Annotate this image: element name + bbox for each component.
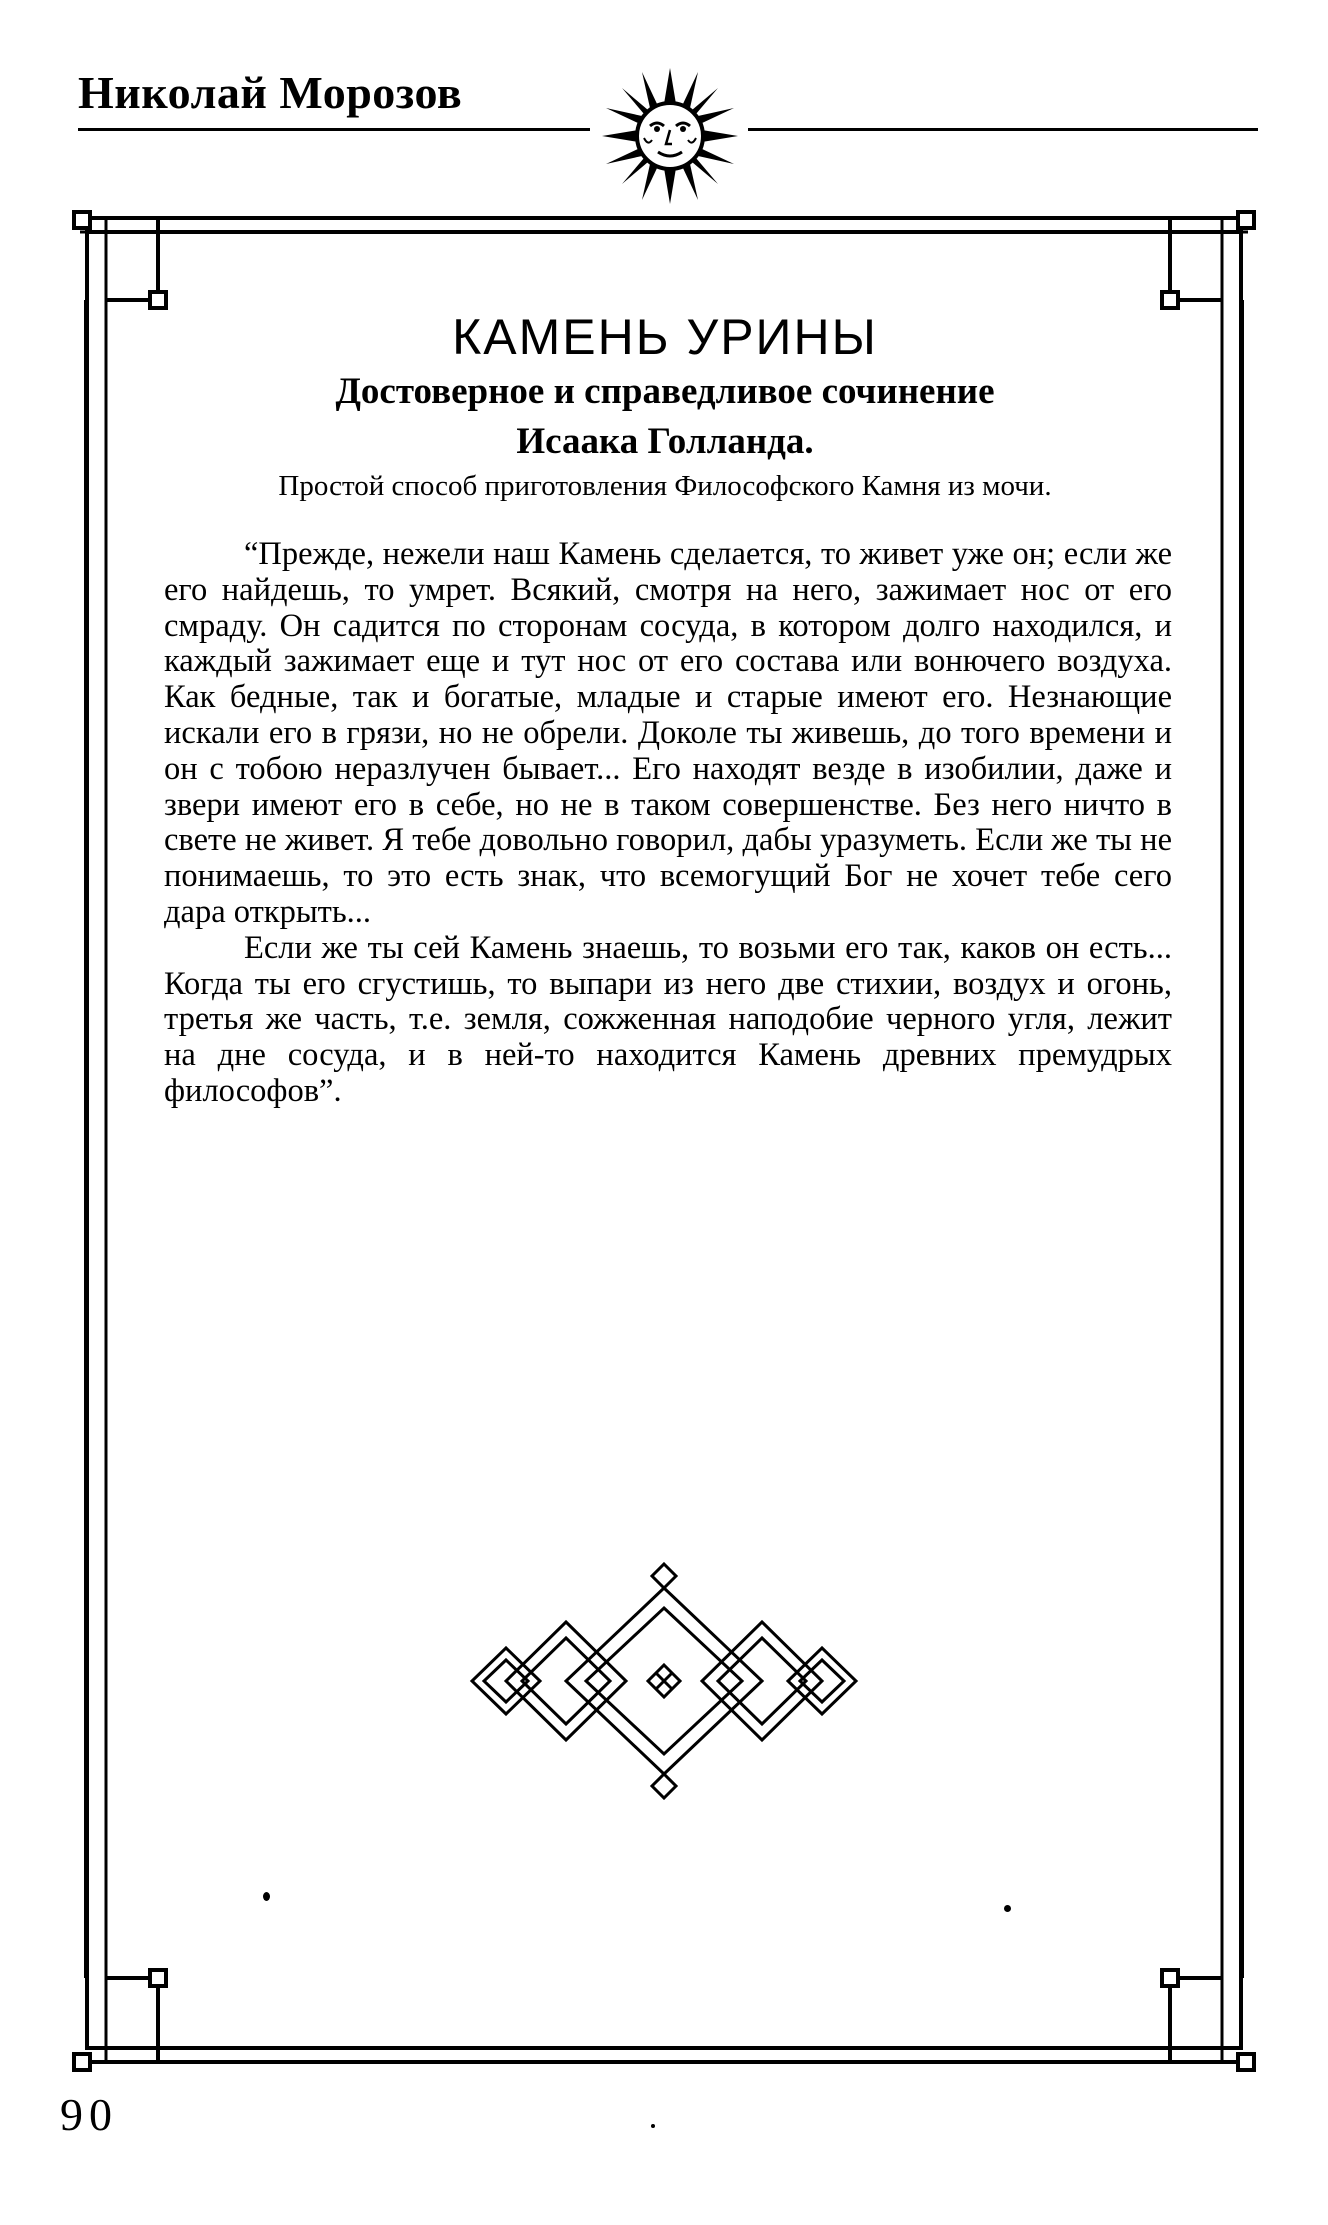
body-text (164, 537, 1172, 1110)
print-speck (1004, 1905, 1011, 1912)
chapter-subtitle-line-3: Простой способ приготовления Философского Камня из мочи. (278, 470, 1052, 502)
print-speck (651, 2124, 655, 2128)
chapter-title: КАМЕНЬ УРИНЫ (452, 309, 878, 365)
page-number: 90 (60, 2089, 118, 2140)
body-paragraph-1: “Прежде, нежели наш Камень сделается, то живет уже он; если же его найдешь, то умрет. Всякий, смотря на него, зажимает нос от его смраду. Он садится по сторонам сосуда, в котором долго находился, и каждый зажимает еще и тут нос от его состава или вонючего воздуха. Как бедные, так и богатые, младые и старые имеют его. Незнающие искали его в грязи, но не обрели. Доколе ты живешь, до того времени и он с тобою неразлучен бывает... Его находят везде в изобилии, даже и звери имеют его в себе, но не в таком совершенстве. Без него ничто в свете не живет. Я тебе довольно говорил, дабы уразуметь. Если же ты не понимаешь, то это есть знак, что всемогущий Бог не хочет тебе сего дара открыть... (164, 536, 1172, 930)
chapter-subtitle-line-1: Достоверное и справедливое сочинение (335, 371, 995, 412)
body-paragraph-2: Если же ты сей Камень знаешь, то возьми его так, каков он есть... Когда ты его сгустишь, то выпари из него две стихии, воздух и огонь, третья же часть, т.е. земля, сожженная наподобие черного угля, лежит на дне сосуда, и в ней-то находится Камень древних премудрых философов”. (164, 929, 1172, 1109)
diamond-knot-ornament-icon (460, 1562, 868, 1800)
running-header-author: Николай Морозов (78, 67, 463, 118)
print-speck (263, 1892, 270, 1901)
chapter-subtitle-line-2: Исаака Голланда. (516, 421, 814, 462)
